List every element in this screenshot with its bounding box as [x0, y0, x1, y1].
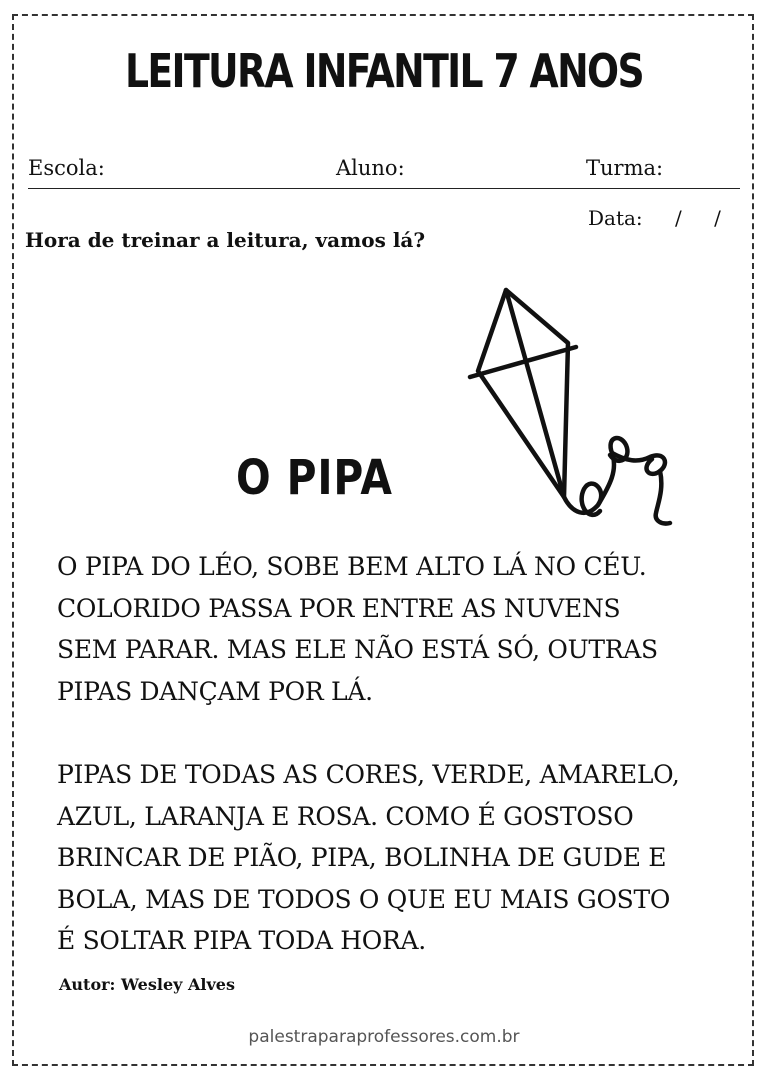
date-field — [588, 206, 721, 230]
story-line: O PIPA DO LÉO, SOBE BEM ALTO LÁ NO CÉU. — [57, 552, 647, 581]
website-link[interactable]: palestraparaprofessores.com.br — [248, 1027, 520, 1047]
kite-icon — [460, 285, 680, 535]
story-line: BOLA, MAS DE TODOS O QUE EU MAIS GOSTO — [57, 884, 671, 914]
intro-text: Hora de treinar a leitura, vamos lá? — [25, 228, 426, 252]
fields-underline — [28, 188, 740, 189]
student-field-label: Aluno: — [336, 156, 405, 180]
school-field-label: Escola: — [28, 156, 105, 180]
author-credit: Autor: Wesley Alves — [59, 975, 235, 994]
date-slash: / — [675, 206, 682, 230]
story-line: É SOLTAR PIPA TODA HORA. — [57, 926, 426, 955]
story-title: O PIPA — [236, 450, 393, 506]
date-field-label: Data: — [588, 206, 643, 230]
story-line: SEM PARAR. MAS ELE NÃO ESTÁ SÓ, OUTRAS — [57, 635, 658, 664]
story-paragraph — [57, 754, 737, 962]
story-line: COLORIDO PASSA POR ENTRE AS NUVENS — [57, 593, 621, 623]
story-line: PIPAS DE TODAS AS CORES, VERDE, AMARELO, — [57, 760, 680, 789]
story-line: AZUL, LARANJA E ROSA. COMO É GOSTOSO — [57, 801, 634, 831]
date-slash: / — [714, 206, 721, 230]
worksheet-title: LEITURA INFANTIL 7 ANOS — [125, 44, 643, 98]
class-field-label: Turma: — [586, 156, 664, 180]
story-paragraph — [57, 546, 737, 712]
story-line: BRINCAR DE PIÃO, PIPA, BOLINHA DE GUDE E — [57, 843, 667, 872]
story-line: PIPAS DANÇAM POR LÁ. — [57, 676, 373, 706]
